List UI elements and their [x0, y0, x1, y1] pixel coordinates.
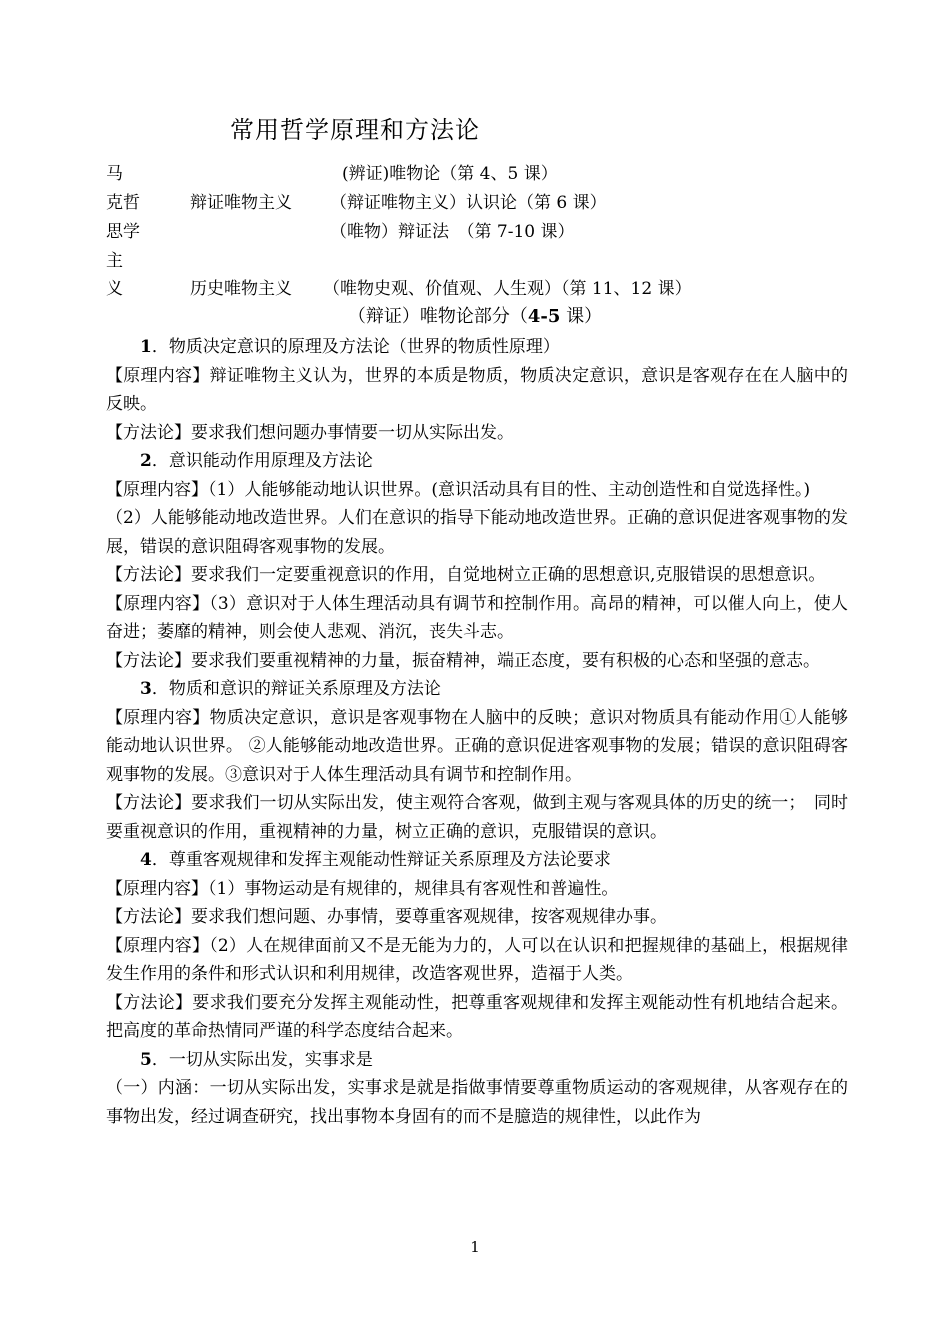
body-paragraph: 【原理内容】辩证唯物主义认为，世界的本质是物质，物质决定意识，意识是客观存在在人脑中的反映。: [106, 365, 848, 414]
philosophy-outline: [0, 0, 950, 310]
item-heading-text: ．尊重客观规律和发挥主观能动性辩证关系原理及方法论要求: [151, 850, 611, 870]
body-paragraph: 【原理内容】（1）人能够能动地认识世界。(意识活动具有目的性、主动创造性和自觉选择性。): [106, 479, 811, 500]
outline-dialectics: （唯物）辩证法 （第 7-10 课）: [330, 222, 575, 242]
item-heading-text: ．物质决定意识的原理及方法论（世界的物质性原理）: [151, 337, 560, 357]
outline-historical-view: （唯物史观、价值观、人生观）（第 11、12 课）: [323, 279, 692, 299]
section-item-heading: [106, 333, 848, 362]
document-body: [106, 333, 848, 1131]
body-paragraph: 【方法论】要求我们一切从实际出发，使主观符合客观，做到主观与客观具体的历史的统一； 同时要重视意识的作用，重视精神的力量，树立正确的意识，克服错误的意识。: [106, 793, 848, 842]
item-heading-text: ．一切从实际出发，实事求是: [151, 1049, 373, 1070]
body-paragraph: 【原理内容】物质决定意识，意识是客观事物在人脑中的反映；意识对物质具有能动作用①人能够能动地认识世界。 ②人能够能动地改造世界。正确的意识促进客观事物的发展；错误的意识阻碍客观事物的发展。③意识对于人体生理活动具有调节和控制作用。: [106, 707, 848, 785]
body-paragraph: 【方法论】要求我们要充分发挥主观能动性，把尊重客观规律和发挥主观能动性有机地结合起来。把高度的革命热情同严谨的科学态度结合起来。: [106, 992, 848, 1041]
page-title: 常用哲学原理和方法论: [230, 116, 480, 144]
item-number: 1: [140, 337, 152, 357]
section-item-heading: [106, 447, 848, 476]
body-paragraph: 【方法论】要求我们想问题办事情要一切从实际出发。: [106, 422, 514, 443]
outline-historical-materialism: 历史唯物主义: [190, 279, 292, 299]
item-number: 2: [140, 451, 152, 471]
outline-left-4: 主: [106, 251, 123, 271]
item-number: 3: [140, 679, 152, 699]
outline-left-5: 义: [106, 279, 123, 299]
item-number: 5: [140, 1049, 152, 1070]
body-paragraph: 【原理内容】（3）意识对于人体生理活动具有调节和控制作用。高昂的精神，可以催人向上，使人奋进；萎靡的精神，则会使人悲观、消沉，丧失斗志。: [106, 593, 848, 642]
section-heading-lessons: 4-5: [527, 306, 561, 327]
section-item-heading: [106, 846, 848, 875]
section-heading-pre: （辩证）唯物论部分（: [347, 306, 528, 327]
body-paragraph: 【方法论】要求我们想问题、办事情，要尊重客观规律，按客观规律办事。: [106, 907, 667, 927]
item-heading-text: ．物质和意识的辩证关系原理及方法论: [151, 679, 441, 699]
body-paragraph: （一）内涵：一切从实际出发，实事求是就是指做事情要尊重物质运动的客观规律，从客观存在的事物出发，经过调查研究，找出事物本身固有的而不是臆造的规律性，以此作为: [106, 1078, 848, 1127]
section-heading-post: 课）: [560, 306, 603, 327]
body-paragraph: （2）人能够能动地改造世界。人们在意识的指导下能动地改造世界。正确的意识促进客观事物的发展，错误的意识阻碍客观事物的发展。: [106, 508, 848, 557]
section-heading: [0, 302, 950, 328]
item-heading-text: ．意识能动作用原理及方法论: [151, 451, 373, 471]
outline-left-1: 马: [106, 164, 123, 184]
section-item-heading: [106, 1046, 848, 1075]
body-paragraph: 【原理内容】（2）人在规律面前又不是无能为力的，人可以在认识和把握规律的基础上，根据规律发生作用的条件和形式认识和利用规律，改造客观世界，造福于人类。: [106, 935, 848, 984]
body-paragraph: 【方法论】要求我们一定要重视意识的作用，自觉地树立正确的思想意识,克服错误的思想意识。: [106, 565, 826, 585]
body-paragraph: 【原理内容】（1）事物运动是有规律的，规律具有客观性和普遍性。: [106, 878, 619, 899]
outline-materialism: (辨证)唯物论（第 4、5 课）: [342, 164, 558, 184]
outline-left-2: 克哲: [106, 193, 140, 213]
item-number: 4: [140, 850, 152, 870]
section-item-heading: [106, 675, 848, 704]
outline-dialectical-materialism: 辩证唯物主义: [190, 193, 292, 213]
outline-left-3: 思学: [106, 222, 140, 242]
body-paragraph: 【方法论】要求我们要重视精神的力量，振奋精神，端正态度，要有积极的心态和坚强的意志。: [106, 650, 820, 671]
page-number: 1: [470, 1238, 480, 1256]
outline-epistemology: （辩证唯物主义）认识论（第 6 课）: [330, 193, 607, 213]
